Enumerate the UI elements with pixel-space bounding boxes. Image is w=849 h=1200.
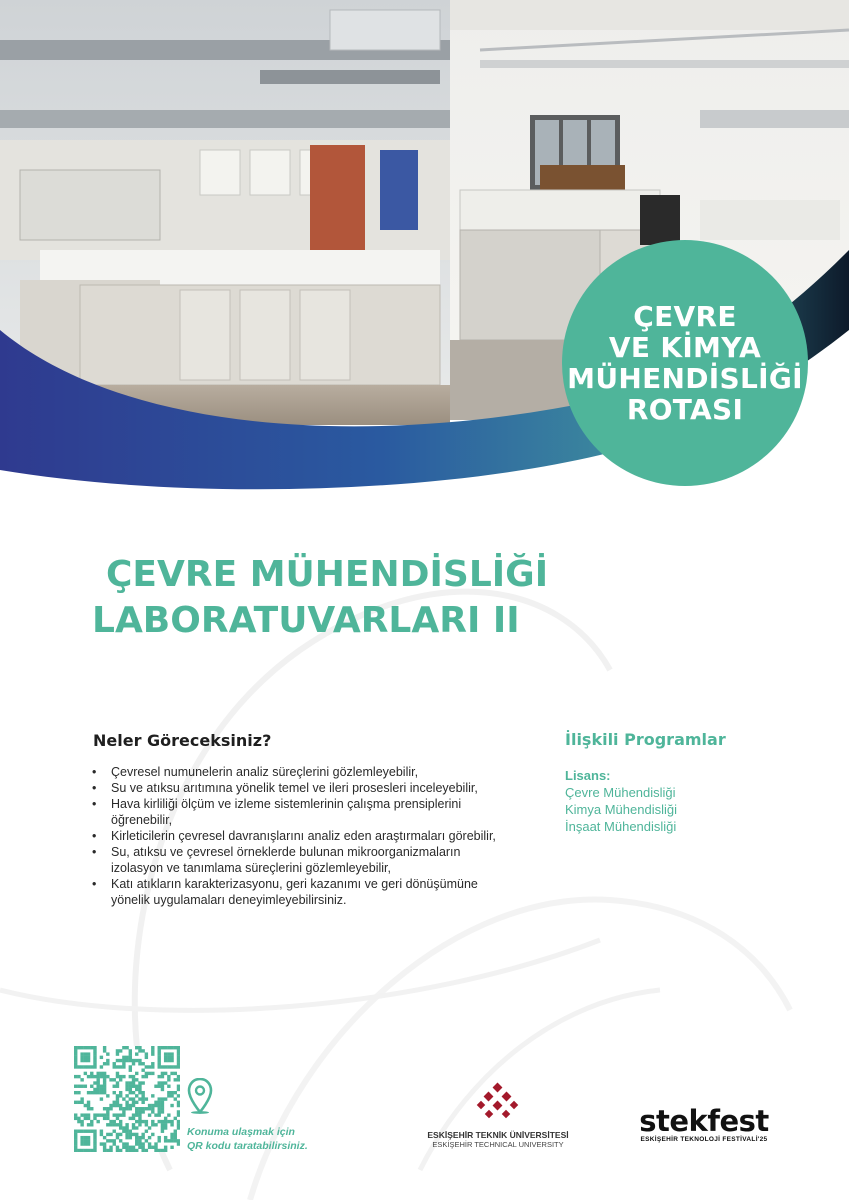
estu-emblem-icon [476,1082,520,1122]
qr-code[interactable] [74,1046,180,1152]
page-title [92,552,792,644]
qr-caption-line-2: QR kodu taratabilirsiniz. [187,1140,308,1152]
route-badge-text [567,301,803,425]
badge-line-2: VE KİMYA [608,331,762,364]
badge-line-1: ÇEVRE [633,300,737,333]
list-item: • Su, atıksu ve çevresel örneklerde bulunan mikroorganizmaların izolasyon ve tanımlama süreçlerini gözlemleyebilir, [92,844,512,876]
section-heading: Neler Göreceksiniz? [93,731,272,750]
stekfest-logo [619,1106,789,1143]
title-line-2: LABORATUVARLARI II [92,600,520,641]
badge-line-3: MÜHENDİSLİĞİ [567,362,803,395]
programs-heading: İlişkili Programlar [565,730,726,749]
program-item: İnşaat Mühendisliği [565,819,677,834]
title-line-1: ÇEVRE MÜHENDİSLİĞİ [106,554,549,595]
list-item: • Su ve atıksu arıtımına yönelik temel ve ileri prosesleri inceleyebilir, [92,780,512,796]
estu-subtitle: ESKİŞEHİR TECHNICAL UNIVERSITY [432,1140,564,1149]
related-programs [565,730,805,835]
programs-level: Lisans: [565,768,611,783]
location-pin-icon [187,1078,213,1114]
estu-name: ESKİŞEHİR TEKNİK ÜNİVERSİTESİ [427,1130,569,1140]
stekfest-subtitle: ESKİŞEHİR TEKNOLOJİ FESTİVALİ'25 [640,1136,768,1143]
bullet-list [92,764,512,908]
list-item: • Hava kirliliği ölçüm ve izleme sistemlerinin çalışma prensiplerini öğrenebilir, [92,796,512,828]
badge-line-4: ROTASI [626,393,744,426]
estu-logo [418,1082,578,1149]
route-badge [562,240,808,486]
program-item: Çevre Mühendisliği [565,785,676,800]
stekfest-wordmark: stekfest [639,1104,769,1138]
program-item: Kimya Mühendisliği [565,802,677,817]
list-item: • Kirleticilerin çevresel davranışlarını analiz eden araştırmaları görebilir, [92,828,512,844]
qr-caption-line-1: Konuma ulaşmak için [187,1126,295,1138]
list-item: • Katı atıkların karakterizasyonu, geri kazanımı ve geri dönüşümüne yönelik uygulamaları deneyimleyebilirsiniz. [92,876,512,908]
list-item: • Çevresel numunelerin analiz süreçlerini gözlemleyebilir, [92,764,512,780]
qr-caption [187,1125,347,1153]
